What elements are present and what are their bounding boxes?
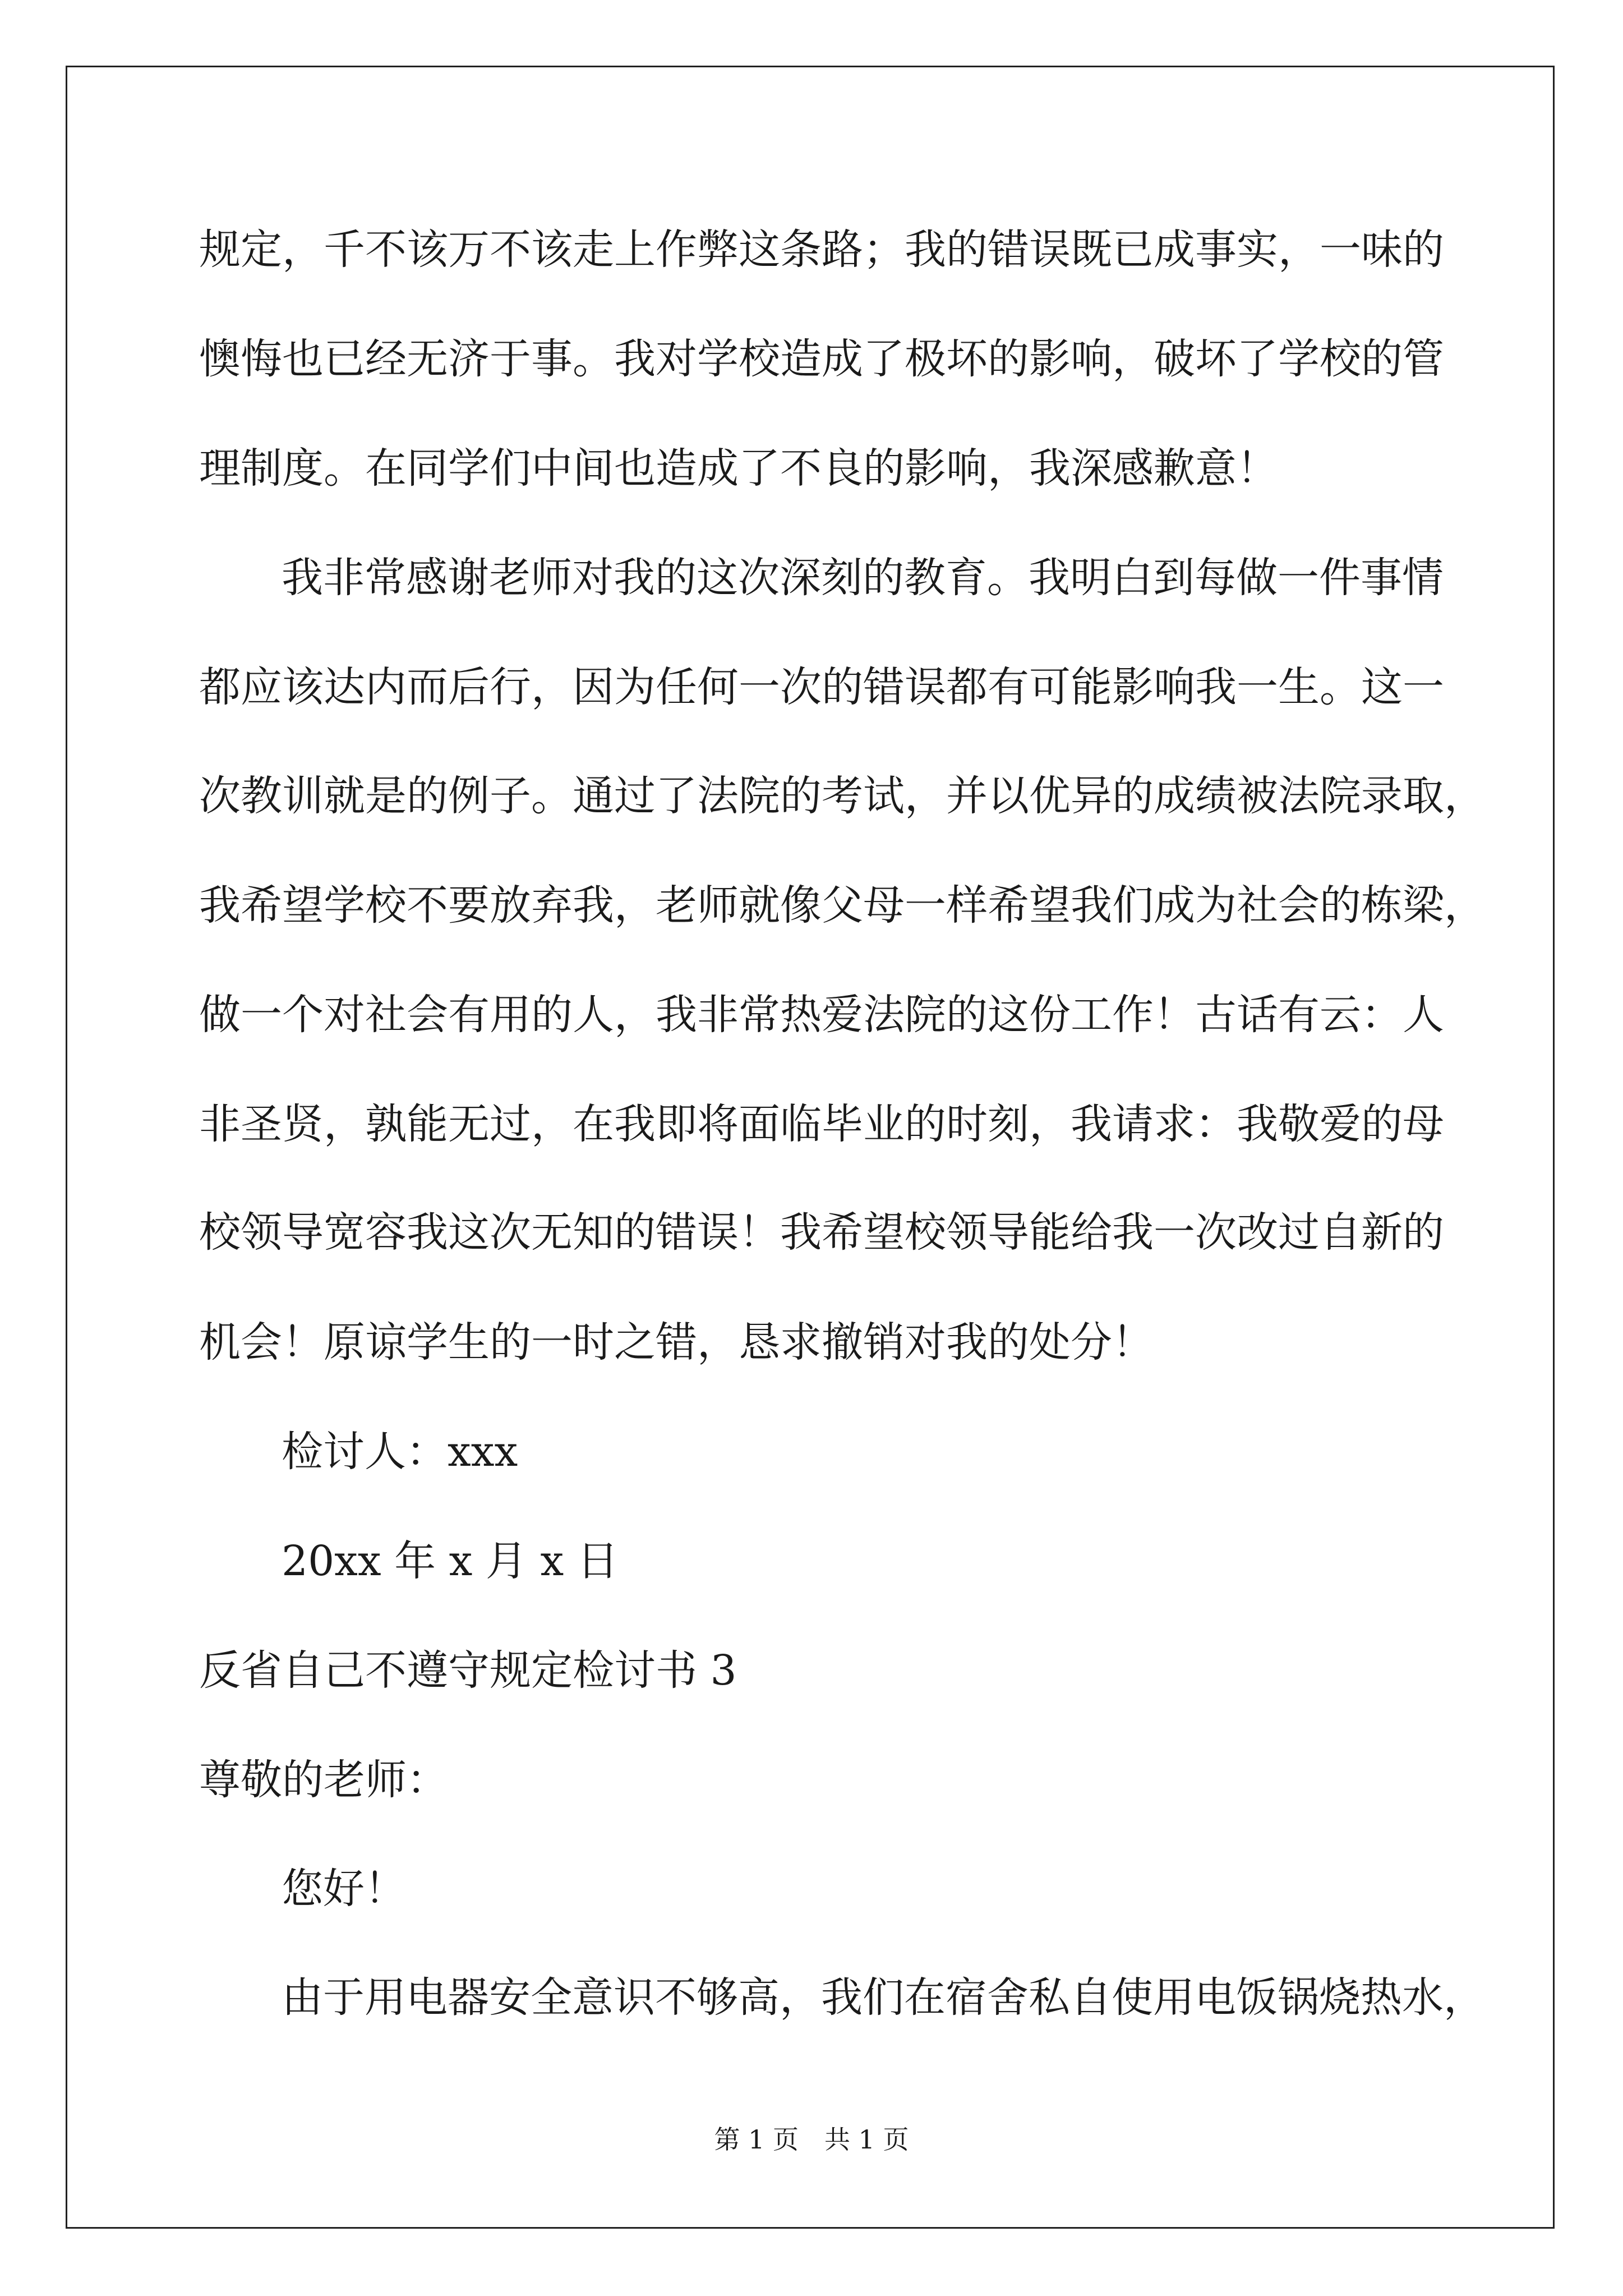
paragraph-2-line-2: 都应该达内而后行，因为任何一次的错误都有可能影响我一生。这一: [199, 663, 1444, 711]
paragraph-2-line-1: 我非常感谢老师对我的这次深刻的教育。我明白到每做一件事情: [282, 554, 1444, 602]
paragraph-2-line-4: 我希望学校不要放弃我，老师就像父母一样希望我们成为社会的栋梁，: [199, 881, 1486, 930]
signature: 检讨人：xxx: [282, 1428, 518, 1476]
paragraph-2-line-5: 做一个对社会有用的人，我非常热爱法院的这份工作！古话有云：人: [199, 991, 1444, 1039]
page-footer: 第 1 页 共 1 页: [714, 2124, 909, 2155]
salutation: 尊敬的老师：: [199, 1756, 448, 1804]
paragraph-1-line-2: 懊悔也已经无济于事。我对学校造成了极坏的影响，破坏了学校的管: [199, 335, 1444, 383]
paragraph-2-line-3: 次教训就是的例子。通过了法院的考试，并以优异的成绩被法院录取，: [199, 772, 1486, 820]
paragraph-1-line-1: 规定，千不该万不该走上作弊这条路；我的错误既已成事实，一味的: [199, 226, 1444, 274]
paragraph-2-line-7: 校领导宽容我这次无知的错误！我希望校领导能给我一次改过自新的: [199, 1208, 1444, 1257]
section-title: 反省自己不遵守规定检讨书 3: [199, 1646, 737, 1695]
greeting: 您好！: [282, 1865, 406, 1913]
paragraph-2-line-8: 机会！原谅学生的一时之错，恳求撤销对我的处分！: [199, 1318, 1154, 1366]
paragraph-3-line-1: 由于用电器安全意识不够高，我们在宿舍私自使用电饭锅烧热水，: [282, 1973, 1485, 2022]
date: 20xx 年 x 月 x 日: [282, 1537, 619, 1585]
paragraph-2-line-6: 非圣贤，孰能无过，在我即将面临毕业的时刻，我请求：我敬爱的母: [199, 1100, 1444, 1148]
paragraph-1-line-3: 理制度。在同学们中间也造成了不良的影响，我深感歉意！: [199, 444, 1278, 493]
